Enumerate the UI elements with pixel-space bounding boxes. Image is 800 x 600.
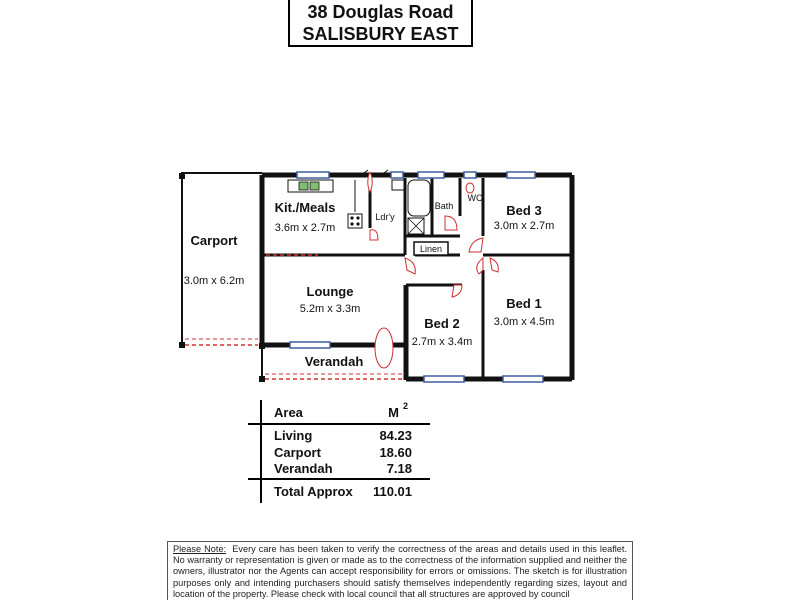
carport-label: Carport bbox=[190, 233, 238, 248]
area-divider-bottom bbox=[248, 478, 430, 480]
window-lounge bbox=[290, 342, 330, 348]
area-row-carport-value: 18.60 bbox=[379, 445, 412, 460]
area-row-verandah-label: Verandah bbox=[274, 461, 333, 476]
carport-outline bbox=[179, 173, 262, 348]
bed2-label: Bed 2 bbox=[424, 316, 460, 331]
door-hall bbox=[490, 258, 498, 272]
bathtub-icon bbox=[408, 180, 430, 216]
window-bed2 bbox=[424, 376, 464, 382]
area-total-label: Total Approx bbox=[274, 484, 353, 499]
address-street: 38 Douglas Road bbox=[307, 2, 454, 22]
window-bed1 bbox=[503, 376, 543, 382]
kitchen-dims: 3.6m x 2.7m bbox=[274, 222, 336, 234]
area-row-verandah-value: 7.18 bbox=[386, 461, 412, 476]
bed1-dims: 3.0m x 4.5m bbox=[493, 316, 555, 328]
area-row-carport-label: Carport bbox=[274, 445, 321, 460]
lounge-label: Lounge bbox=[306, 284, 354, 299]
laundry-label: Ldr'y bbox=[375, 212, 395, 222]
area-row-living-value: 84.23 bbox=[379, 428, 412, 443]
window-wc bbox=[464, 172, 476, 178]
address-suburb: SALISBURY EAST bbox=[302, 24, 459, 44]
area-table-vline bbox=[260, 400, 262, 503]
area-total-value: 110.01 bbox=[372, 484, 412, 499]
carport-dims: 3.0m x 6.2m bbox=[183, 275, 245, 287]
stove-icon bbox=[348, 214, 362, 228]
door-front bbox=[375, 328, 393, 368]
lounge-dims: 5.2m x 3.3m bbox=[299, 303, 361, 315]
disclaimer-text: Every care has been taken to verify the correctness of the areas and details used in this leaflet. No warranty or representation is given or made as to the correctness of the information supplied and neither the owners, illustrator nor the Agents can accept responsibility for errors or omissions. The sketch is for illustration purposes only and intending purchasers should satisfy themselves independently regarding sizes, layout and location of the property. Please check with local council that all structures are approved by council bbox=[173, 544, 627, 599]
window-laundry bbox=[391, 172, 403, 178]
wc-label: WC bbox=[467, 193, 483, 203]
door-bath bbox=[445, 216, 457, 230]
bed3-dims: 3.0m x 2.7m bbox=[493, 220, 555, 232]
disclaimer-heading: Please Note: bbox=[173, 544, 227, 554]
area-unit-sup: 2 bbox=[402, 401, 408, 411]
area-unit: M bbox=[388, 405, 399, 420]
door-bed3 bbox=[469, 238, 483, 252]
door-bed1 bbox=[477, 258, 483, 274]
area-table bbox=[248, 400, 438, 505]
kitchen-label: Kit./Meals bbox=[274, 200, 336, 215]
door-laundry bbox=[370, 230, 378, 240]
window-bath bbox=[418, 172, 444, 178]
area-row-living-label: Living bbox=[274, 428, 313, 443]
bed3-label: Bed 3 bbox=[506, 203, 542, 218]
laundry-tub-icon bbox=[392, 180, 404, 190]
area-header-label: Area bbox=[274, 405, 303, 420]
door-laundry-external bbox=[368, 172, 372, 192]
linen-label: Linen bbox=[419, 244, 443, 254]
door-bed2 bbox=[452, 285, 462, 297]
sink-icon bbox=[299, 182, 308, 190]
disclaimer-note bbox=[167, 541, 633, 600]
area-divider-top bbox=[248, 423, 430, 425]
toilet-icon bbox=[466, 183, 474, 193]
bed1-label: Bed 1 bbox=[506, 296, 542, 311]
window-kitchen bbox=[297, 172, 329, 178]
window-bed3 bbox=[507, 172, 535, 178]
bath-label: Bath bbox=[434, 201, 454, 211]
verandah-label: Verandah bbox=[304, 354, 364, 369]
area-header-unit bbox=[348, 401, 408, 420]
bed2-dims: 2.7m x 3.4m bbox=[411, 336, 473, 348]
door-lounge-hall bbox=[405, 258, 415, 274]
